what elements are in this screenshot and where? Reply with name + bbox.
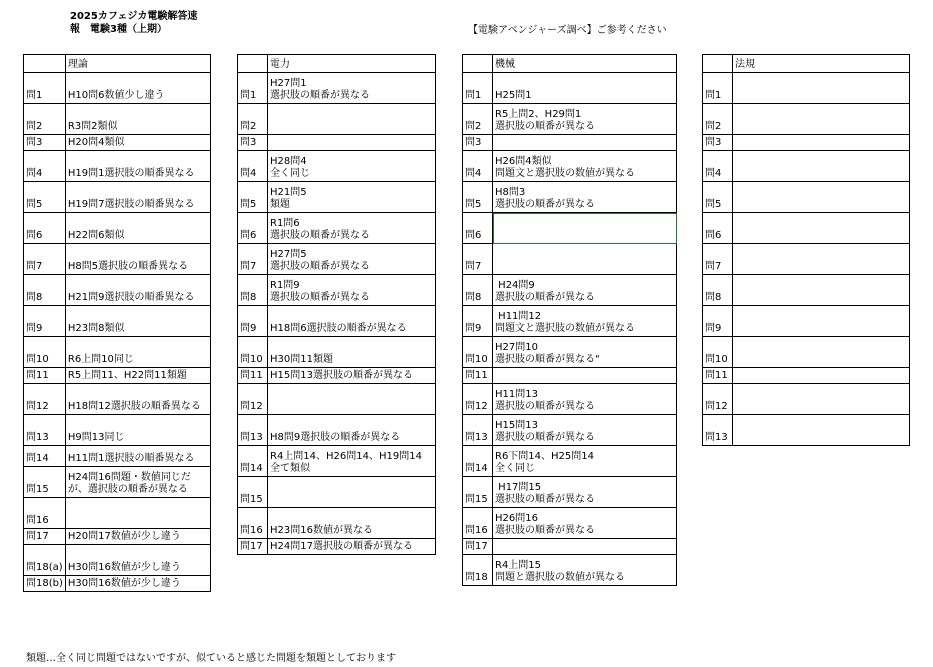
note-line-2: H15問13選択肢の順番が異なる [270,370,413,381]
note-text: H21問9選択肢の順番異なる [67,292,195,303]
table-row [463,415,677,446]
table-row [24,545,211,576]
note-line-1: H27問1 [270,78,307,89]
question-number-cell[interactable]: 問10 [24,337,66,368]
question-number-cell[interactable]: 問15 [463,477,493,508]
table-row [703,244,910,275]
table-row [24,446,211,467]
question-number-cell[interactable]: 問2 [703,104,733,135]
note-cell[interactable] [65,135,210,151]
question-number-cell[interactable]: 問10 [703,337,733,368]
table-row [703,213,910,244]
table-row [238,275,436,306]
table-riron [23,54,211,592]
table-row [463,337,677,368]
note-cell[interactable] [493,415,677,446]
table-row [24,576,211,592]
subject-header[interactable]: 電力 [268,55,436,73]
note-text: H20問17数値が少し違う [67,531,181,542]
question-number-cell[interactable]: 問14 [24,446,66,467]
note-line-2: H18問6選択肢の順番が異なる [270,323,407,334]
table-kikai [462,54,677,586]
header-blank-cell[interactable] [463,55,493,73]
question-number-cell[interactable]: 問17 [238,539,268,555]
note-line-2: 選択肢の順番が異なる [270,261,370,272]
note-line-2: 選択肢の順番が異なる" [495,354,600,365]
table-row [24,135,211,151]
table-row [463,306,677,337]
note-cell[interactable] [268,104,436,135]
note-line-2: 選択肢の順番が異なる [495,121,595,132]
question-number-cell[interactable]: 問13 [463,415,493,446]
sheet-title [70,10,197,36]
question-number-cell[interactable]: 問15 [238,477,268,508]
note-cell[interactable] [733,275,910,306]
table-row [703,415,910,446]
note-cell[interactable] [268,477,436,508]
table-row [24,151,211,182]
question-number-cell[interactable]: 問7 [463,244,493,275]
table-row [703,368,910,384]
note-text: H30問16数値が少し違う [67,578,181,589]
note-line-1: H11問13 [495,389,538,400]
table-row [463,73,677,104]
note-cell[interactable] [493,213,677,244]
note-cell[interactable] [268,508,436,539]
note-cell[interactable] [493,539,677,555]
table-row [24,498,211,529]
table-row [238,73,436,104]
question-number-cell[interactable]: 問10 [238,337,268,368]
question-number-cell[interactable]: 問11 [703,368,733,384]
note-cell[interactable] [268,73,436,104]
question-number-cell[interactable]: 問1 [24,73,66,104]
question-number-cell[interactable]: 問6 [703,213,733,244]
table-row [238,306,436,337]
table-row [463,508,677,539]
note-cell[interactable] [268,368,436,384]
question-number-cell[interactable]: 問7 [238,244,268,275]
table-row [463,555,677,586]
question-number-cell[interactable]: 問18 [463,555,493,586]
question-number-cell[interactable]: 問16 [24,498,66,529]
note-line-1: H27問5 [270,249,307,260]
table-row [463,213,677,244]
question-number-cell[interactable]: 問12 [238,384,268,415]
subject-header[interactable]: 機械 [493,55,677,73]
note-cell[interactable] [65,368,210,384]
table-header-row [703,55,910,73]
table-row [24,73,211,104]
note-cell[interactable] [493,368,677,384]
question-number-cell[interactable]: 問8 [463,275,493,306]
question-number-cell[interactable]: 問7 [703,244,733,275]
note-line-2: H25問1 [495,90,532,101]
table-row [24,275,211,306]
note-text: H19問1選択肢の順番異なる [67,168,195,179]
question-number-cell[interactable]: 問2 [24,104,66,135]
note-cell[interactable] [733,368,910,384]
note-cell[interactable] [65,244,210,275]
table-row [24,182,211,213]
note-cell[interactable] [733,384,910,415]
note-cell[interactable] [733,135,910,151]
question-number-cell[interactable]: 問18(b) [24,576,66,592]
table-row [238,135,436,151]
table-row [24,467,211,498]
question-number-cell[interactable]: 問5 [24,182,66,213]
table-row [703,135,910,151]
table-houki [702,54,910,446]
note-text: H23問8類似 [67,323,125,334]
note-line-2: 全く同じ [495,463,535,474]
question-number-cell[interactable]: 問1 [463,73,493,104]
note-cell[interactable] [493,306,677,337]
question-number-cell[interactable]: 問12 [24,384,66,415]
note-line-1: R1問9 [270,280,300,291]
note-text: H20問4類似 [67,137,125,148]
table-row [24,213,211,244]
table-row [238,415,436,446]
table-row [238,508,436,539]
table-row [238,151,436,182]
table-row [463,135,677,151]
question-number-cell[interactable]: 問1 [703,73,733,104]
note-line-1: R4上問14、H26問14、H19問14 [270,451,422,462]
note-line-1: H24問9 [495,280,535,291]
note-line-1: R4上問15 [495,560,542,571]
note-cell[interactable] [65,415,210,446]
note-cell[interactable] [268,244,436,275]
note-cell[interactable] [493,446,677,477]
note-cell[interactable] [65,446,210,467]
table-row [703,384,910,415]
table-row [703,337,910,368]
note-line-1: R5上問2、H29問1 [495,109,582,120]
question-number-cell[interactable]: 問10 [463,337,493,368]
note-cell[interactable] [65,529,210,545]
note-cell[interactable] [268,275,436,306]
table-row [238,104,436,135]
note-cell[interactable] [268,135,436,151]
note-line-1: H11問12 [495,311,542,322]
table-header-row [24,55,211,73]
note-cell[interactable] [733,306,910,337]
question-number-cell[interactable]: 問8 [24,275,66,306]
note-cell[interactable] [493,384,677,415]
note-line-1: R6下問14、H25問14 [495,451,595,462]
question-number-cell[interactable]: 問3 [463,135,493,151]
note-cell[interactable] [65,498,210,529]
table-row [703,73,910,104]
note-cell[interactable] [65,182,210,213]
table-row [703,104,910,135]
question-number-cell[interactable]: 問4 [24,151,66,182]
note-cell[interactable] [268,539,436,555]
note-line-2: 選択肢の順番が異なる [495,199,595,210]
note-line-2: H24問17選択肢の順番が異なる [270,541,413,552]
note-line-1: H26問4類似 [495,156,552,167]
note-line-2: 問題と選択肢の数値が異なる [495,572,625,583]
question-number-cell[interactable]: 問6 [238,213,268,244]
question-number-cell[interactable]: 問17 [463,539,493,555]
title-line-2: 報 電験3種（上期） [70,24,167,35]
note-cell[interactable] [493,182,677,213]
question-number-cell[interactable]: 問6 [463,213,493,244]
note-cell[interactable] [493,73,677,104]
note-line-2: H8問9選択肢の順番が異なる [270,432,401,443]
note-cell[interactable] [65,384,210,415]
subject-header[interactable]: 法規 [733,55,910,73]
note-text: H30問16数値が少し違う [67,562,181,573]
note-cell[interactable] [268,213,436,244]
note-cell[interactable] [65,275,210,306]
question-number-cell[interactable]: 問5 [463,182,493,213]
note-line-1: H17問15 [495,482,542,493]
table-row [703,306,910,337]
table-row [238,368,436,384]
table-row [238,384,436,415]
table-row [238,182,436,213]
title-line-1: 2025カフェジカ電験解答速 [70,11,198,22]
table-row [463,275,677,306]
note-cell[interactable] [493,104,677,135]
note-text: R6上問10同じ [67,354,134,365]
table-denryoku [237,54,436,555]
table-row [24,368,211,384]
question-number-cell[interactable]: 問11 [24,368,66,384]
table-row [463,477,677,508]
note-line-1: H21問5 [270,187,307,198]
table-row [703,151,910,182]
table-row [238,213,436,244]
note-line-1: R1問6 [270,218,300,229]
note-cell[interactable] [268,306,436,337]
question-number-cell[interactable]: 問3 [24,135,66,151]
question-number-cell[interactable]: 問4 [463,151,493,182]
note-cell[interactable] [733,213,910,244]
question-number-cell[interactable]: 問18(a) [24,545,66,576]
note-text: H10問6数値少し違う [67,90,165,101]
note-cell[interactable] [65,306,210,337]
table-row [24,306,211,337]
table-row [703,182,910,213]
note-line-2: H23問16数値が異なる [270,525,373,536]
question-number-cell[interactable]: 問12 [463,384,493,415]
header-blank-cell[interactable] [703,55,733,73]
question-number-cell[interactable]: 問12 [703,384,733,415]
table-row [24,384,211,415]
note-cell[interactable] [65,545,210,576]
table-row [703,275,910,306]
note-line-2: H30問11類題 [270,354,333,365]
question-number-cell[interactable]: 問3 [238,135,268,151]
question-number-cell[interactable]: 問14 [463,446,493,477]
note-text: R5上問11、H22問11類題 [67,370,187,381]
subject-header[interactable]: 理論 [65,55,210,73]
note-cell[interactable] [733,73,910,104]
table-row [24,104,211,135]
note-line-2: 選択肢の順番が異なる [270,292,370,303]
note-cell[interactable] [65,73,210,104]
note-cell[interactable] [268,384,436,415]
note-line-2: 選択肢の順番が異なる [495,292,595,303]
note-line-1: H26問16 [495,513,538,524]
question-number-cell[interactable]: 問16 [238,508,268,539]
note-text: H22問6類似 [67,230,125,241]
header-blank-cell[interactable] [238,55,268,73]
note-line-2: 問題文と選択肢の数値が異なる [495,323,635,334]
note-cell[interactable] [493,508,677,539]
footer-note: 類題…全く同じ問題ではないですが、似ていると感じた問題を類題としております [26,653,396,664]
note-text: H9問13同じ [67,432,125,443]
question-number-cell[interactable]: 問5 [703,182,733,213]
table-row [238,446,436,477]
question-number-cell[interactable]: 問4 [238,151,268,182]
note-cell[interactable] [268,151,436,182]
question-number-cell[interactable]: 問11 [238,368,268,384]
note-cell[interactable] [65,337,210,368]
note-cell[interactable] [493,275,677,306]
question-number-cell[interactable]: 問9 [238,306,268,337]
table-row [238,477,436,508]
question-number-cell[interactable]: 問2 [238,104,268,135]
note-cell[interactable] [65,576,210,592]
question-number-cell[interactable]: 問13 [703,415,733,446]
table-row [463,182,677,213]
question-number-cell[interactable]: 問2 [463,104,493,135]
table-row [24,415,211,446]
note-line-2: 選択肢の順番が異なる [495,494,595,505]
question-number-cell[interactable]: 問9 [703,306,733,337]
question-number-cell[interactable]: 問13 [24,415,66,446]
note-cell[interactable] [493,135,677,151]
table-row [24,529,211,545]
question-number-cell[interactable]: 問9 [24,306,66,337]
table-row [463,384,677,415]
table-row [238,539,436,555]
note-cell[interactable] [268,415,436,446]
table-row [24,244,211,275]
note-text: H11問1選択肢の順番異なる [67,453,195,464]
note-cell[interactable] [733,337,910,368]
note-line-2: 選択肢の順番が異なる [270,90,370,101]
table-row [463,151,677,182]
note-line-1: H8問3 [495,187,526,198]
note-text: H24問16問題・数値同じだが、選択肢の順番が異なる [67,472,191,495]
table-row [238,337,436,368]
note-line-2: 選択肢の順番が異なる [495,432,595,443]
note-cell[interactable] [493,151,677,182]
note-cell[interactable] [65,213,210,244]
note-cell[interactable] [733,182,910,213]
question-number-cell[interactable]: 問5 [238,182,268,213]
note-line-1: H15問13 [495,420,538,431]
note-cell[interactable] [493,337,677,368]
note-cell[interactable] [65,104,210,135]
note-line-2: 選択肢の順番が異なる [270,230,370,241]
table-row [463,446,677,477]
table-row [463,368,677,384]
note-cell[interactable] [65,151,210,182]
table-header-row [238,55,436,73]
table-row [24,337,211,368]
note-line-2: 選択肢の順番が異なる [495,525,595,536]
table-row [463,244,677,275]
note-text: H8問5選択肢の順番異なる [67,261,189,272]
note-text: H19問7選択肢の順番異なる [67,199,195,210]
question-number-cell[interactable]: 問17 [24,529,66,545]
question-number-cell[interactable]: 問11 [463,368,493,384]
note-cell[interactable] [268,446,436,477]
note-cell[interactable] [65,467,210,498]
question-number-cell[interactable]: 問13 [238,415,268,446]
table-row [463,539,677,555]
question-number-cell[interactable]: 問4 [703,151,733,182]
note-text: H18問12選択肢の順番異なる [67,401,201,412]
question-number-cell[interactable]: 問1 [238,73,268,104]
note-line-2: 選択肢の順番が異なる [495,401,595,412]
note-line-2: 全く同じ [270,168,310,179]
note-cell[interactable] [493,555,677,586]
question-number-cell[interactable]: 問15 [24,467,66,498]
note-line-2: 類題 [270,199,290,210]
table-row [463,104,677,135]
question-number-cell[interactable]: 問6 [24,213,66,244]
note-line-2: 全て類似 [270,463,310,474]
note-cell[interactable] [268,182,436,213]
note-line-1: H27問10 [495,342,538,353]
question-number-cell[interactable]: 問9 [463,306,493,337]
table-row [238,244,436,275]
note-cell[interactable] [493,244,677,275]
note-text: R3問2類似 [67,121,118,132]
table-header-row [463,55,677,73]
note-cell[interactable] [493,477,677,508]
note-line-2: 問題文と選択肢の数値が異なる [495,168,635,179]
header-blank-cell[interactable] [24,55,66,73]
note-cell[interactable] [268,337,436,368]
note-line-1: H28問4 [270,156,307,167]
credit-note: 【電験アベンジャーズ調べ】ご参考ください [468,25,667,36]
question-number-cell[interactable]: 問8 [703,275,733,306]
note-cell[interactable] [733,151,910,182]
question-number-cell[interactable]: 問3 [703,135,733,151]
question-number-cell[interactable]: 問7 [24,244,66,275]
note-cell[interactable] [733,415,910,446]
question-number-cell[interactable]: 問14 [238,446,268,477]
note-cell[interactable] [733,104,910,135]
note-cell[interactable] [733,244,910,275]
question-number-cell[interactable]: 問16 [463,508,493,539]
question-number-cell[interactable]: 問8 [238,275,268,306]
